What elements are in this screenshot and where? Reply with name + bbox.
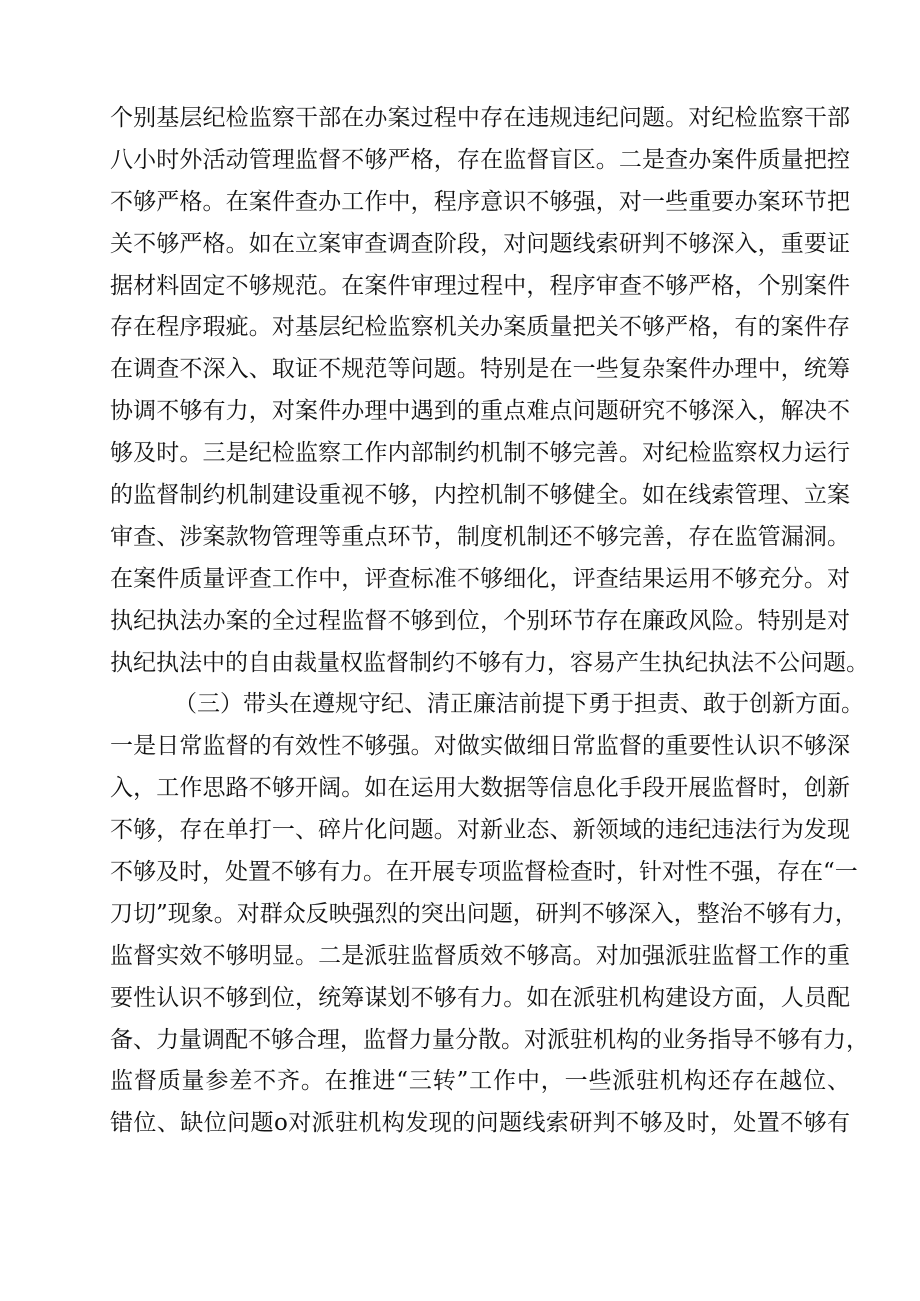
text-line: 备、力量调配不够合理，监督力量分散。对派驻机构的业务指导不够有力，: [110, 1026, 869, 1053]
text-line: 存在程序瑕疵。对基层纪检监察机关办案质量把关不够严格，有的案件存: [110, 314, 850, 341]
text-line: 审查、涉案款物管理等重点环节，制度机制还不够完善，存在监管漏洞。: [110, 523, 850, 550]
text-line: 监督质量参差不齐。在推进“三转”工作中，一些派驻机构还存在越位、: [110, 1068, 850, 1095]
text-line: 八小时外活动管理监督不够严格，存在监督盲区。二是查办案件质量把控: [110, 146, 850, 173]
text-line: 监督实效不够明显。二是派驻监督质效不够高。对加强派驻监督工作的重: [110, 942, 850, 969]
text-line: 关不够严格。如在立案审查调查阶段，对问题线索研判不够深入，重要证: [110, 230, 850, 257]
text-line: 刀切”现象。对群众反映强烈的突出问题，研判不够深入，整治不够有力，: [110, 900, 858, 927]
text-line: 不够严格。在案件查办工作中，程序意识不够强，对一些重要办案环节把: [110, 188, 850, 215]
text-line: 执纪执法中的自由裁量权监督制约不够有力，容易产生执纪执法不公问题。: [110, 649, 869, 676]
text-line: 不够，存在单打一、碎片化问题。对新业态、新领域的违纪违法行为发现: [110, 817, 850, 844]
text-line: 入，工作思路不够开阔。如在运用大数据等信息化手段开展监督时，创新: [110, 775, 850, 802]
text-line: 够及时。三是纪检监察工作内部制约机制不够完善。对纪检监察权力运行: [110, 440, 850, 467]
text-line: 错位、缺位问题o对派驻机构发现的问题线索研判不够及时，处置不够有: [110, 1110, 850, 1137]
text-line: 执纪执法办案的全过程监督不够到位，个别环节存在廉政风险。特别是对: [110, 607, 850, 634]
text-line: 不够及时，处置不够有力。在开展专项监督检查时，针对性不强，存在“一: [110, 859, 858, 886]
text-line: 协调不够有力，对案件办理中遇到的重点难点问题研究不够深入，解决不: [110, 398, 850, 425]
text-line: 个别基层纪检监察干部在办案过程中存在违规违纪问题。对纪检监察干部: [110, 105, 850, 131]
text-line: 的监督制约机制建设重视不够，内控机制不够健全。如在线索管理、立案: [110, 482, 850, 509]
text-line: 一是日常监督的有效性不够强。对做实做细日常监督的重要性认识不够深: [110, 733, 850, 760]
document-body: [110, 98, 869, 1145]
section-heading: （三）带头在遵规守纪、清正廉洁前提下勇于担责、敢于创新方面。: [174, 691, 864, 718]
text-line: 在案件质量评查工作中，评查标准不够细化，评查结果运用不够充分。对: [110, 565, 850, 592]
text-line: 据材料固定不够规范。在案件审理过程中，程序审查不够严格，个别案件: [110, 272, 850, 299]
text-line: 在调查不深入、取证不规范等问题。特别是在一些复杂案件办理中，统筹: [110, 356, 850, 383]
text-line: 要性认识不够到位，统筹谋划不够有力。如在派驻机构建设方面，人员配: [110, 984, 850, 1011]
